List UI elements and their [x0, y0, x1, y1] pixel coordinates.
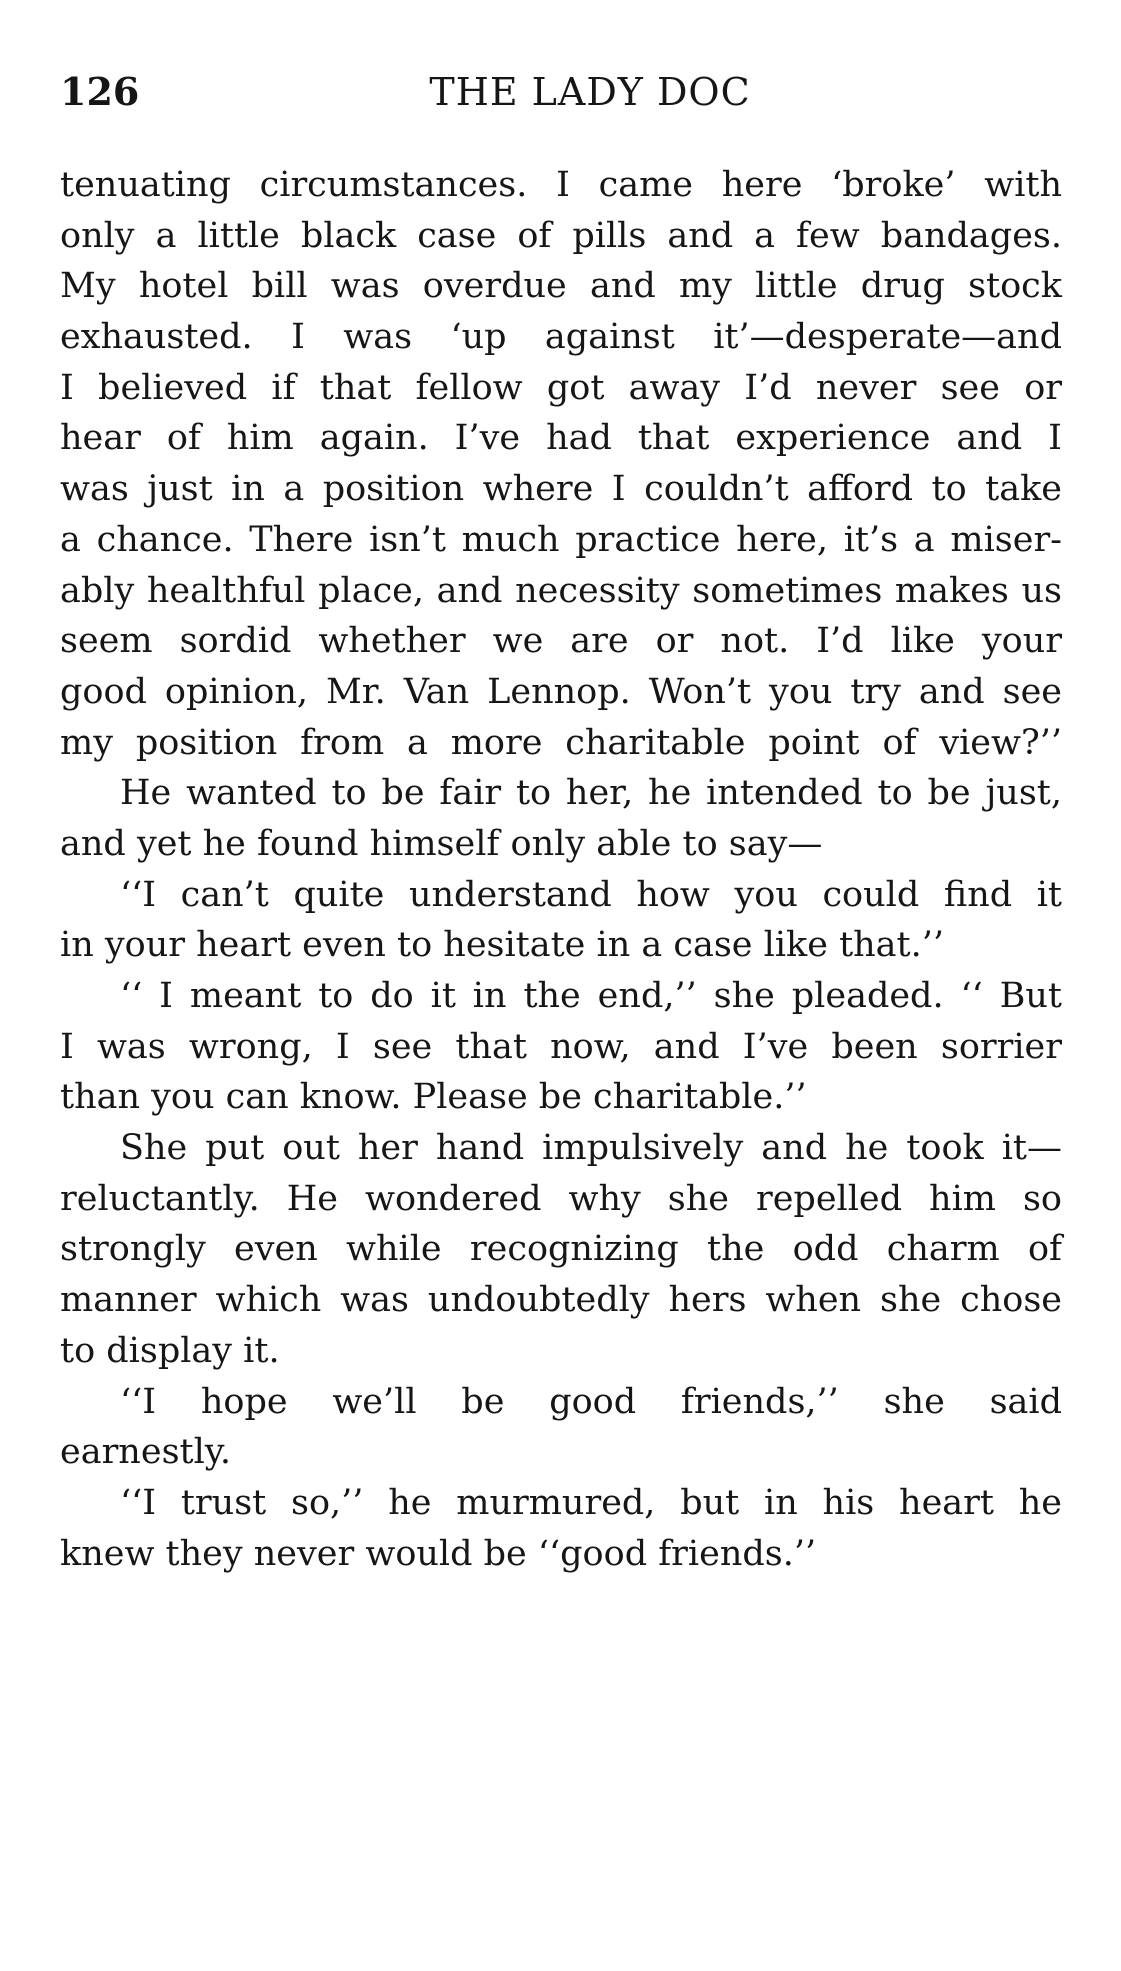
text-line: ‘‘I hope we’ll be good friends,’’ she said: [120, 1381, 1062, 1422]
text-line: reluctantly. He wondered why she repelled him so: [60, 1178, 1062, 1219]
text-line: than you can know. Please be charitable.’’: [60, 1077, 807, 1118]
page-number: 126: [60, 69, 140, 114]
body-text: [60, 160, 1062, 1579]
page-header: [60, 62, 1060, 122]
text-line: earnestly.: [60, 1432, 232, 1473]
text-line: a chance. There isn’t much practice here, it’s a miser-: [60, 519, 1062, 560]
text-line: He wanted to be fair to her, he intended to be just,: [120, 773, 1062, 814]
text-line: in your heart even to hesitate in a case like that.’’: [60, 925, 944, 966]
text-line: I believed if that fellow got away I’d never see or: [60, 367, 1062, 408]
text-line: was just in a position where I couldn’t afford to take: [60, 469, 1062, 510]
text-line: My hotel bill was overdue and my little drug stock: [60, 266, 1062, 307]
text-line: strongly even while recognizing the odd charm of: [60, 1229, 1062, 1270]
text-line: hear of him again. I’ve had that experience and I: [60, 418, 1062, 459]
text-line: I was wrong, I see that now, and I’ve been sorrier: [60, 1026, 1062, 1067]
text-line: and yet he found himself only able to say—: [60, 823, 823, 864]
text-line: good opinion, Mr. Van Lennop. Won’t you try and see: [60, 671, 1062, 712]
text-line: only a little black case of pills and a few bandages.: [60, 215, 1062, 256]
text-line: She put out her hand impulsively and he took it—: [120, 1128, 1062, 1169]
text-line: tenuating circumstances. I came here ‘broke’ with: [60, 165, 1062, 205]
text-line: ably healthful place, and necessity sometimes makes us: [60, 570, 1062, 611]
text-line: manner which was undoubtedly hers when she chose: [60, 1280, 1062, 1321]
text-line: ‘‘I can’t quite understand how you could find it: [120, 874, 1062, 915]
text-line: knew they never would be ‘‘good friends.’’: [60, 1533, 817, 1574]
text-line: to display it.: [60, 1330, 280, 1371]
running-head: THE LADY DOC: [429, 70, 751, 114]
text-line: my position from a more charitable point of view?’’: [60, 722, 1062, 763]
text-line: ‘‘ I meant to do it in the end,’’ she pleaded. ‘‘ But: [120, 976, 1062, 1016]
text-line: exhausted. I was ‘up against it’—desperate—and: [60, 317, 1062, 358]
text-line: seem sordid whether we are or not. I’d like your: [60, 621, 1062, 662]
text-line: ‘‘I trust so,’’ he murmured, but in his heart he: [120, 1482, 1062, 1523]
